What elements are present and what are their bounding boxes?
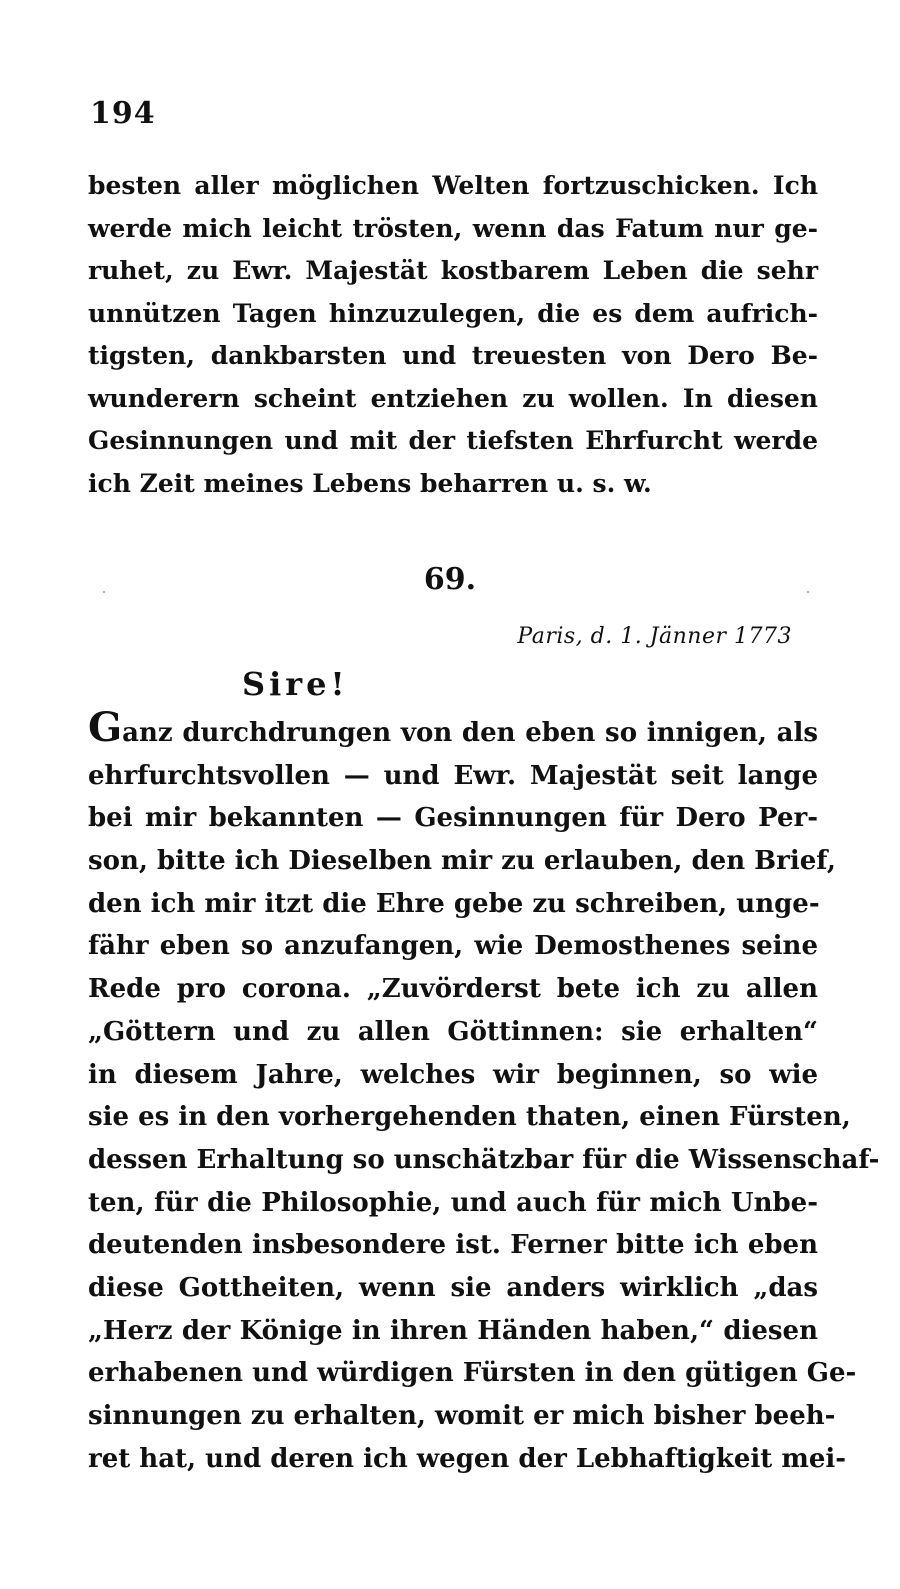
text-line: ich Zeit meines Lebens beharren u. s. w. xyxy=(88,468,652,498)
text-line: ret hat, und deren ich wegen der Lebhaftigkeit mei- xyxy=(88,1443,847,1474)
text-line: besten aller möglichen Welten fortzuschicken. Ich xyxy=(88,171,818,200)
text-line: sinnungen zu erhalten, womit er mich bisher beeh- xyxy=(88,1401,836,1431)
text-line: fähr eben so anzufangen, wie Demosthenes seine xyxy=(88,931,818,962)
text-line: deutenden insbesondere ist. Ferner bitte ich eben xyxy=(88,1230,818,1261)
text-line: „Herz der Könige in ihren Händen haben,“ diesen xyxy=(88,1315,818,1346)
first-line-text: anz durchdrungen von den eben so innigen, als xyxy=(122,718,818,748)
text-line: son, bitte ich Dieselben mir zu erlauben, den Brief, xyxy=(88,846,836,877)
text-line: erhabenen und würdigen Fürsten in den gütigen Ge- xyxy=(88,1358,857,1389)
paper-speck xyxy=(807,591,809,593)
text-line: diese Gottheiten, wenn sie anders wirklich „das xyxy=(88,1272,818,1303)
salutation: Sire! xyxy=(242,665,349,703)
text-line: bei mir bekannten — Gesinnungen für Dero Per- xyxy=(88,803,818,834)
letter-body xyxy=(88,704,880,1480)
previous-letter-ending xyxy=(88,165,818,505)
text-line: ehrfurchtsvollen — und Ewr. Majestät seit lange xyxy=(88,760,818,791)
text-line: wunderern scheint entziehen zu wollen. In diesen xyxy=(88,383,818,413)
text-line: unnützen Tagen hinzuzulegen, die es dem aufrich- xyxy=(88,298,818,328)
text-line: ten, für die Philosophie, und auch für mich Unbe- xyxy=(88,1187,818,1218)
text-line: tigsten, dankbarsten und treuesten von Dero Be- xyxy=(88,341,818,370)
text-line: in diesem Jahre, welches wir beginnen, so wie xyxy=(88,1059,818,1090)
page-number: 194 xyxy=(90,96,156,131)
text-line: den ich mir itzt die Ehre gebe zu schreiben, unge- xyxy=(88,888,820,919)
text-line: werde mich leicht trösten, wenn das Fatum nur ge- xyxy=(88,213,818,243)
first-text-line xyxy=(88,704,818,755)
text-line: dessen Erhaltung so unschätzbar für die Wissenschaf- xyxy=(88,1144,880,1175)
text-line: Gesinnungen und mit der tiefsten Ehrfurcht werde xyxy=(88,426,818,455)
paper-speck xyxy=(103,591,105,593)
text-line: „Göttern und zu allen Göttinnen: sie erhalten“ xyxy=(88,1016,818,1047)
text-line: Rede pro corona. „Zuvörderst bete ich zu allen xyxy=(88,974,818,1005)
text-line: sie es in den vorhergehenden thaten, einen Fürsten, xyxy=(88,1102,851,1133)
letter-number: 69. xyxy=(423,562,477,597)
drop-initial: G xyxy=(88,704,123,751)
dateline: Paris, d. 1. Jänner 1773 xyxy=(517,624,792,649)
text-line: ruhet, zu Ewr. Majestät kostbarem Leben die sehr xyxy=(88,256,818,285)
